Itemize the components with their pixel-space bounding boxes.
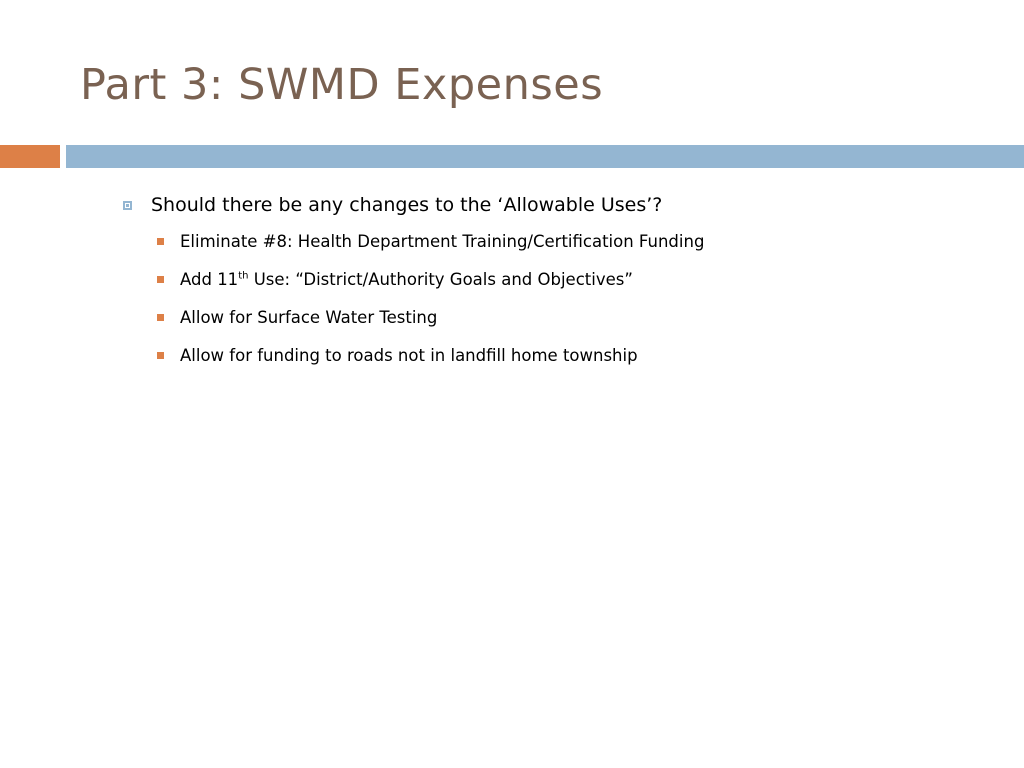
ordinal-superscript: th [238,270,249,281]
orange-square-bullet-icon [157,314,164,321]
sub-bullet-item [157,298,1000,336]
bullet-level1-text: Should there be any changes to the ‘Allowable Uses’? [151,194,663,216]
sub-bullet-list [120,222,1000,374]
bullet-level1 [120,188,1000,222]
sub-bullet-item [157,336,1000,374]
sub-bullet-text-suffix: Use: “District/Authority Goals and Objectives” [248,269,633,289]
orange-square-bullet-icon [157,238,164,245]
slide-title: Part 3: SWMD Expenses [80,60,604,110]
sub-bullet-text [180,270,633,289]
sub-bullet-item [157,260,1000,298]
orange-square-bullet-icon [157,276,164,283]
sub-bullet-text-prefix: Add 11 [180,269,239,289]
orange-square-bullet-icon [157,352,164,359]
sub-bullet-text: Allow for funding to roads not in landfill home township [180,345,638,365]
sub-bullet-text: Eliminate #8: Health Department Training/Certification Funding [180,231,705,251]
sub-bullet-text: Allow for Surface Water Testing [180,307,438,327]
sub-bullet-item [157,222,1000,260]
slide-content [120,188,1000,374]
square-bullet-icon [123,201,132,210]
accent-bar-blue [66,145,1024,168]
accent-bar-orange [0,145,60,168]
